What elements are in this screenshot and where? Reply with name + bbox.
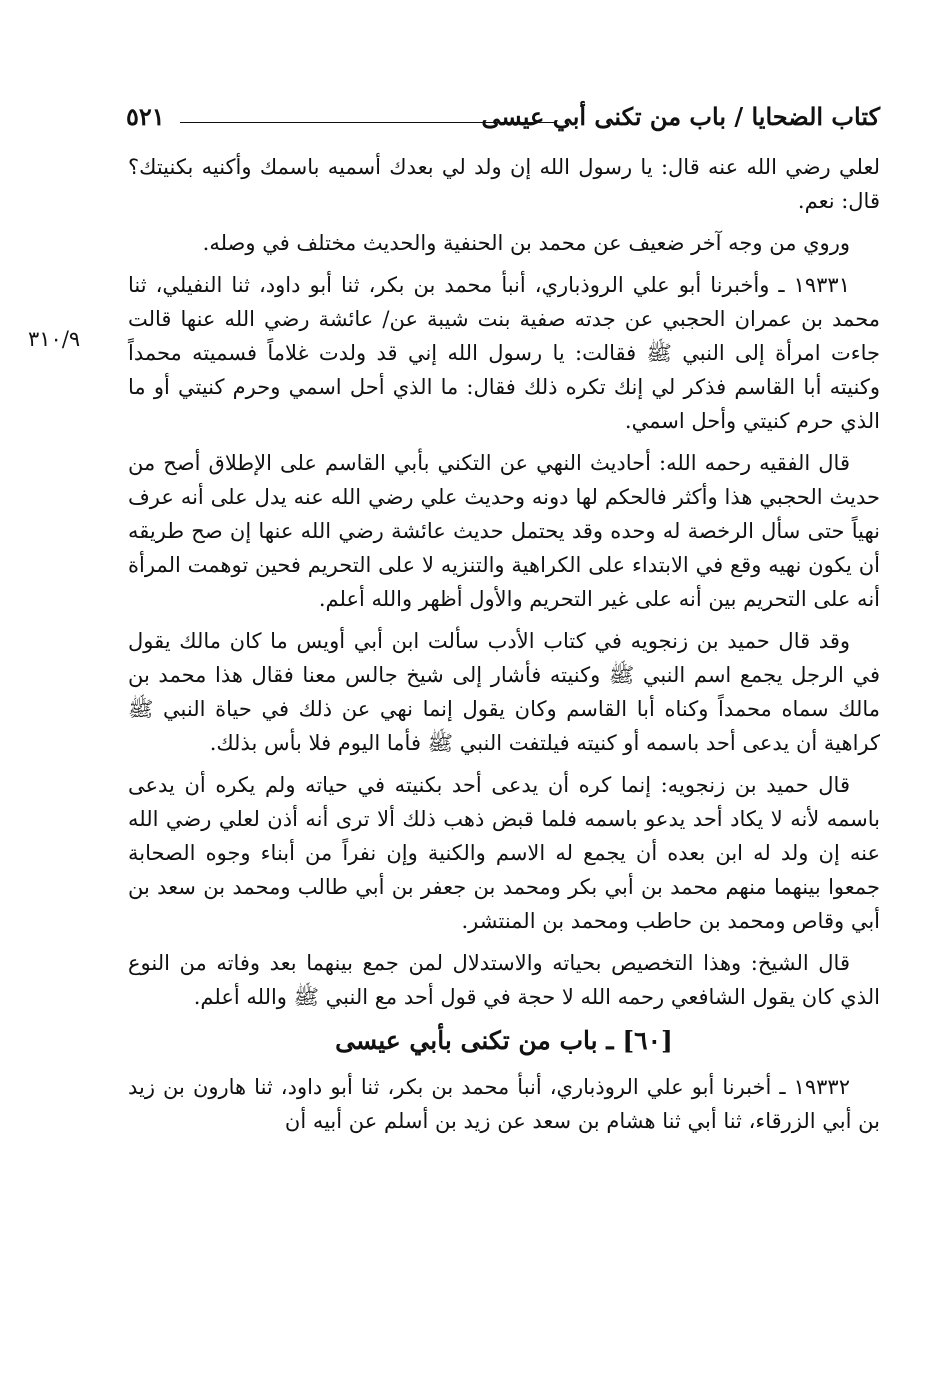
- hadith-19331: ١٩٣٣١ ـ وأخبرنا أبو علي الروذباري، أنبأ محمد بن بكر، ثنا أبو داود، ثنا النفيلي، ثنا محمد بن عمران الحجبي عن جدته صفية بنت شيبة عن/ عائشة رضي الله عنها قالت جاءت امرأة إلى النبي ﷺ فقالت: يا رسول الله إني قد ولدت غلاماً فسميته محمداً وكنيته أبا القاسم فذكر لي إنك تكره ذلك فقال: ما الذي أحل اسمي وحرم كنيتي أو ما الذي حرم كنيتي وأحل اسمي.: [128, 273, 880, 433]
- paragraph-humaid-2: قال حميد بن زنجويه: إنما كره أن يدعى أحد بكنيته في حياته ولم يكره أن يدعى باسمه لأنه لا يكاد أحد يدعو باسمه فلما قبض ذهب ذلك ألا ترى أنه أذن لعلي رضي الله عنه إن ولد له ابن بعده أن يجمع له الاسم والكنية وإن نفراً من أبناء وجوه الصحابة جمعوا بينهما منهم محمد بن أبي بكر ومحمد بن جعفر بن أبي طالب ومحمد بن سعد بن أبي وقاص ومحمد بن حاطب ومحمد بن المنتشر.: [128, 773, 880, 933]
- hadith-19332: ١٩٣٣٢ ـ أخبرنا أبو علي الروذباري، أنبأ محمد بن بكر، ثنا أبو داود، ثنا هارون بن زيد بن أبي الزرقاء، ثنا أبي ثنا هشام بن سعد عن زيد بن أسلم عن أبيه أن: [128, 1075, 880, 1133]
- header-rule: [180, 122, 555, 123]
- running-header: [120, 98, 880, 138]
- margin-volume-reference: ٣١٠/٩: [28, 327, 81, 351]
- section-heading: [٦٠] ـ باب من تكنى بأبي عيسى: [335, 1026, 673, 1055]
- paragraph-faqih: قال الفقيه رحمه الله: أحاديث النهي عن التكني بأبي القاسم على الإطلاق أصح من حديث الحجبي هذا وأكثر فالحكم لها دونه وحديث علي رضي الله عنه يدل على أنه عرف نهياً حتى سأل الرخصة له وحده وقد يحتمل حديث عائشة رضي الله عنها إن صح طريقه أن يكون نهيه وقع في الابتداء على الكراهية والتنزيه لا على التحريم فحين توهمت المرأة أنه على التحريم بين أنه على غير التحريم والأول أظهر والله أعلم.: [128, 451, 880, 611]
- paragraph-shaykh: قال الشيخ: وهذا التخصيص بحياته والاستدلال لمن جمع بينهما بعد وفاته من النوع الذي كان يقول الشافعي رحمه الله لا حجة في قول أحد مع النبي ﷺ والله أعلم.: [128, 951, 880, 1009]
- page-number: ٥٢١: [126, 102, 165, 131]
- header-title: كتاب الضحايا / باب من تكنى أبي عيسى: [481, 102, 880, 131]
- page-body: [128, 150, 880, 1146]
- paragraph-2: وروي من وجه آخر ضعيف عن محمد بن الحنفية والحديث مختلف في وصله.: [202, 231, 850, 255]
- paragraph-1: لعلي رضي الله عنه قال: يا رسول الله إن ولد لي بعدك أسميه باسمك وأكنيه بكنيتك؟ قال: نعم.: [128, 155, 880, 213]
- paragraph-humaid-1: وقد قال حميد بن زنجويه في كتاب الأدب سألت ابن أبي أويس ما كان مالك يقول في الرجل يجمع اسم النبي ﷺ وكنيته فأشار إلى شيخ جالس معنا فقال هذا محمد بن مالك سماه محمداً وكناه أبا القاسم وكان يقول إنما نهي عن ذلك في حياة النبي ﷺ كراهية أن يدعى أحد باسمه أو كنيته فيلتفت النبي ﷺ فأما اليوم فلا بأس بذلك.: [128, 629, 880, 755]
